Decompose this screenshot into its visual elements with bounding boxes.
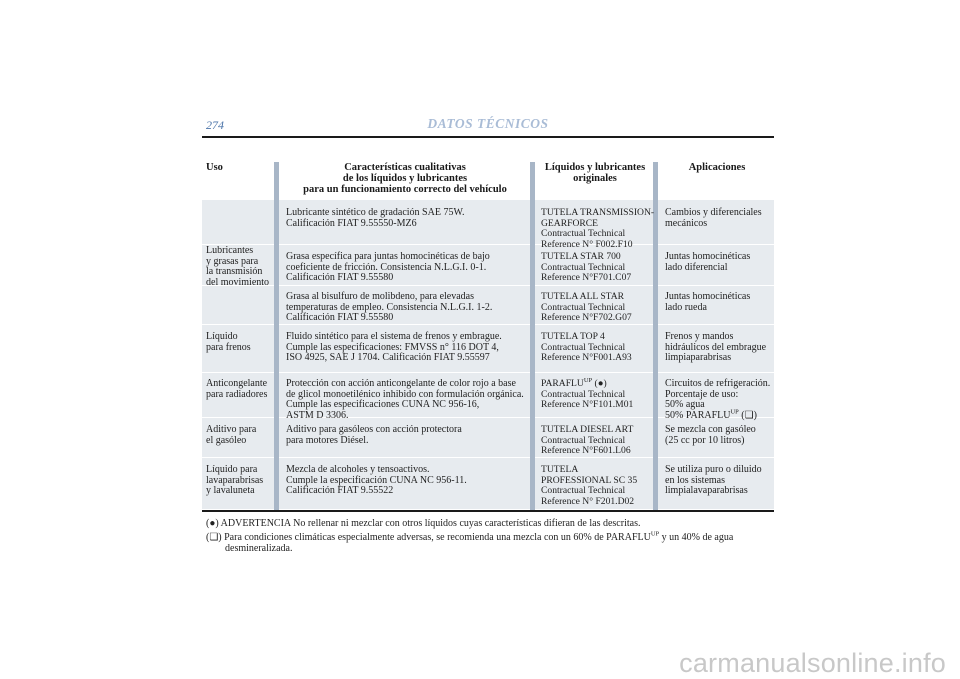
column-header-aplicaciones: Aplicaciones <box>688 162 746 173</box>
table-row-3-liquido: TUTELA TOP 4 Contractual Technical Reference N°F001.A93 <box>541 331 632 363</box>
table-row-5-liquido: TUTELA DIESEL ART Contractual Technical Reference N°F601.L06 <box>541 424 634 456</box>
table-row-6-liquido: TUTELA PROFESSIONAL SC 35 Contractual Technical Reference N° F201.D02 <box>541 464 638 507</box>
column-divider <box>274 162 279 510</box>
table-row-3-caracteristicas: Fluido sintético para el sistema de frenos y embrague. Cumple las especificaciones: FMVSS n° 116 DOT 4, ISO 4925, SAE J 1704. Calificación FIAT 9.55597 <box>286 331 502 363</box>
column-divider <box>530 162 535 510</box>
row-separator <box>202 285 774 286</box>
table-row-6-aplicaciones: Se utiliza puro o diluido en los sistemas limpialavaparabrisas <box>665 464 762 496</box>
column-header-uso: Uso <box>206 162 223 173</box>
page-header <box>202 116 774 138</box>
table-row-4-liquido: $PARAFLU^{UP}$ (●) Contractual Technical Reference N°F101.M01 <box>541 376 634 410</box>
table-row-2-caracteristicas: Grasa al bisulfuro de molibdeno, para elevadas temperaturas de empleo. Consistencia N.L.G.I. 1-2. Calificación FIAT 9.55580 <box>286 291 493 323</box>
table-row-4-aplicaciones: Circuitos de refrigeración. Porcentaje de uso: 50% agua 50% $PARAFLU^{UP}$ (❏) <box>665 378 771 421</box>
table-row-6-uso: Líquido para lavaparabrisas y lavaluneta <box>206 464 264 496</box>
table-row-2-liquido: TUTELA ALL STAR Contractual Technical Reference N°F702.G07 <box>541 291 632 323</box>
table-row-5-caracteristicas: Aditivo para gasóleos con acción protectora para motores Diésel. <box>286 424 462 446</box>
page-number: 274 <box>206 118 224 132</box>
column-header-caracteristicas: Características cualitativas de los líquidos y lubricantes para un funcionamiento correcto del vehículo <box>303 162 507 195</box>
table-row-1-caracteristicas: Grasa específica para juntas homocinéticas de bajo coeficiente de fricción. Consistencia N.L.G.I. 0-1. Calificación FIAT 9.55580 <box>286 251 490 283</box>
table-row-4-caracteristicas: Protección con acción anticongelante de color rojo a base de glicol monoetilénico inhibido con formulación orgánica. Cumple las especificaciones CUNA NC 956-16, ASTM D 3306. <box>286 378 524 421</box>
section-title: DATOS TÉCNICOS <box>427 116 549 131</box>
table-row-6-caracteristicas: Mezcla de alcoholes y tensoactivos. Cumple la especificación CUNA NC 956-11. Calificación FIAT 9.55522 <box>286 464 467 496</box>
table-row-1-liquido: TUTELA STAR 700 Contractual Technical Reference N°F701.C07 <box>541 251 632 283</box>
note-advertencia: (●) ADVERTENCIA No rellenar ni mezclar con otros líquidos cuyas características difieran de las descritas. <box>206 518 641 529</box>
table-row-3-aplicaciones: Frenos y mandos hidráulicos del embrague limpiaparabrisas <box>665 331 767 363</box>
header-rule <box>202 136 774 138</box>
table-row-2-aplicaciones: Juntas homocinéticas lado rueda <box>665 291 751 313</box>
watermark: carmanualsonline.info <box>679 648 946 678</box>
table-row-5-aplicaciones: Se mezcla con gasóleo (25 cc por 10 litros) <box>665 424 756 446</box>
uso-lubricantes: Lubricantes y grasas para la transmisión del movimiento <box>206 245 270 288</box>
advertencia-marker: (●) <box>592 378 607 389</box>
column-header-liquidos: Líquidos y lubricantes originales <box>544 162 646 184</box>
table-row-1-aplicaciones: Juntas homocinéticas lado diferencial <box>665 251 751 273</box>
note-marker: (❏) <box>738 409 757 421</box>
note-climaticas: (❏) Para condiciones climáticas especialmente adversas, se recomienda una mezcla con un 60% de $PARAFLU^{UP}$ y un 40% de agua desmineralizada. <box>206 530 734 554</box>
table-row-5-uso: Aditivo para el gasóleo <box>206 424 257 446</box>
table-row-0-aplicaciones: Cambios y diferenciales mecánicos <box>665 207 762 229</box>
row-separator <box>202 457 774 458</box>
table-row-4-uso: Anticongelante para radiadores <box>206 378 268 400</box>
table-row-0-liquido: TUTELA TRANSMISSION- GEARFORCE Contractual Technical Reference N° F002.F10 <box>541 207 655 250</box>
table-row-3-uso: Líquido para frenos <box>206 331 251 353</box>
row-separator <box>202 244 774 245</box>
row-separator <box>202 324 774 325</box>
row-separator <box>202 372 774 373</box>
table-row-0-caracteristicas: Lubricante sintético de gradación SAE 75W. Calificación FIAT 9.55550-MZ6 <box>286 207 465 229</box>
table-bottom-rule <box>202 510 774 512</box>
